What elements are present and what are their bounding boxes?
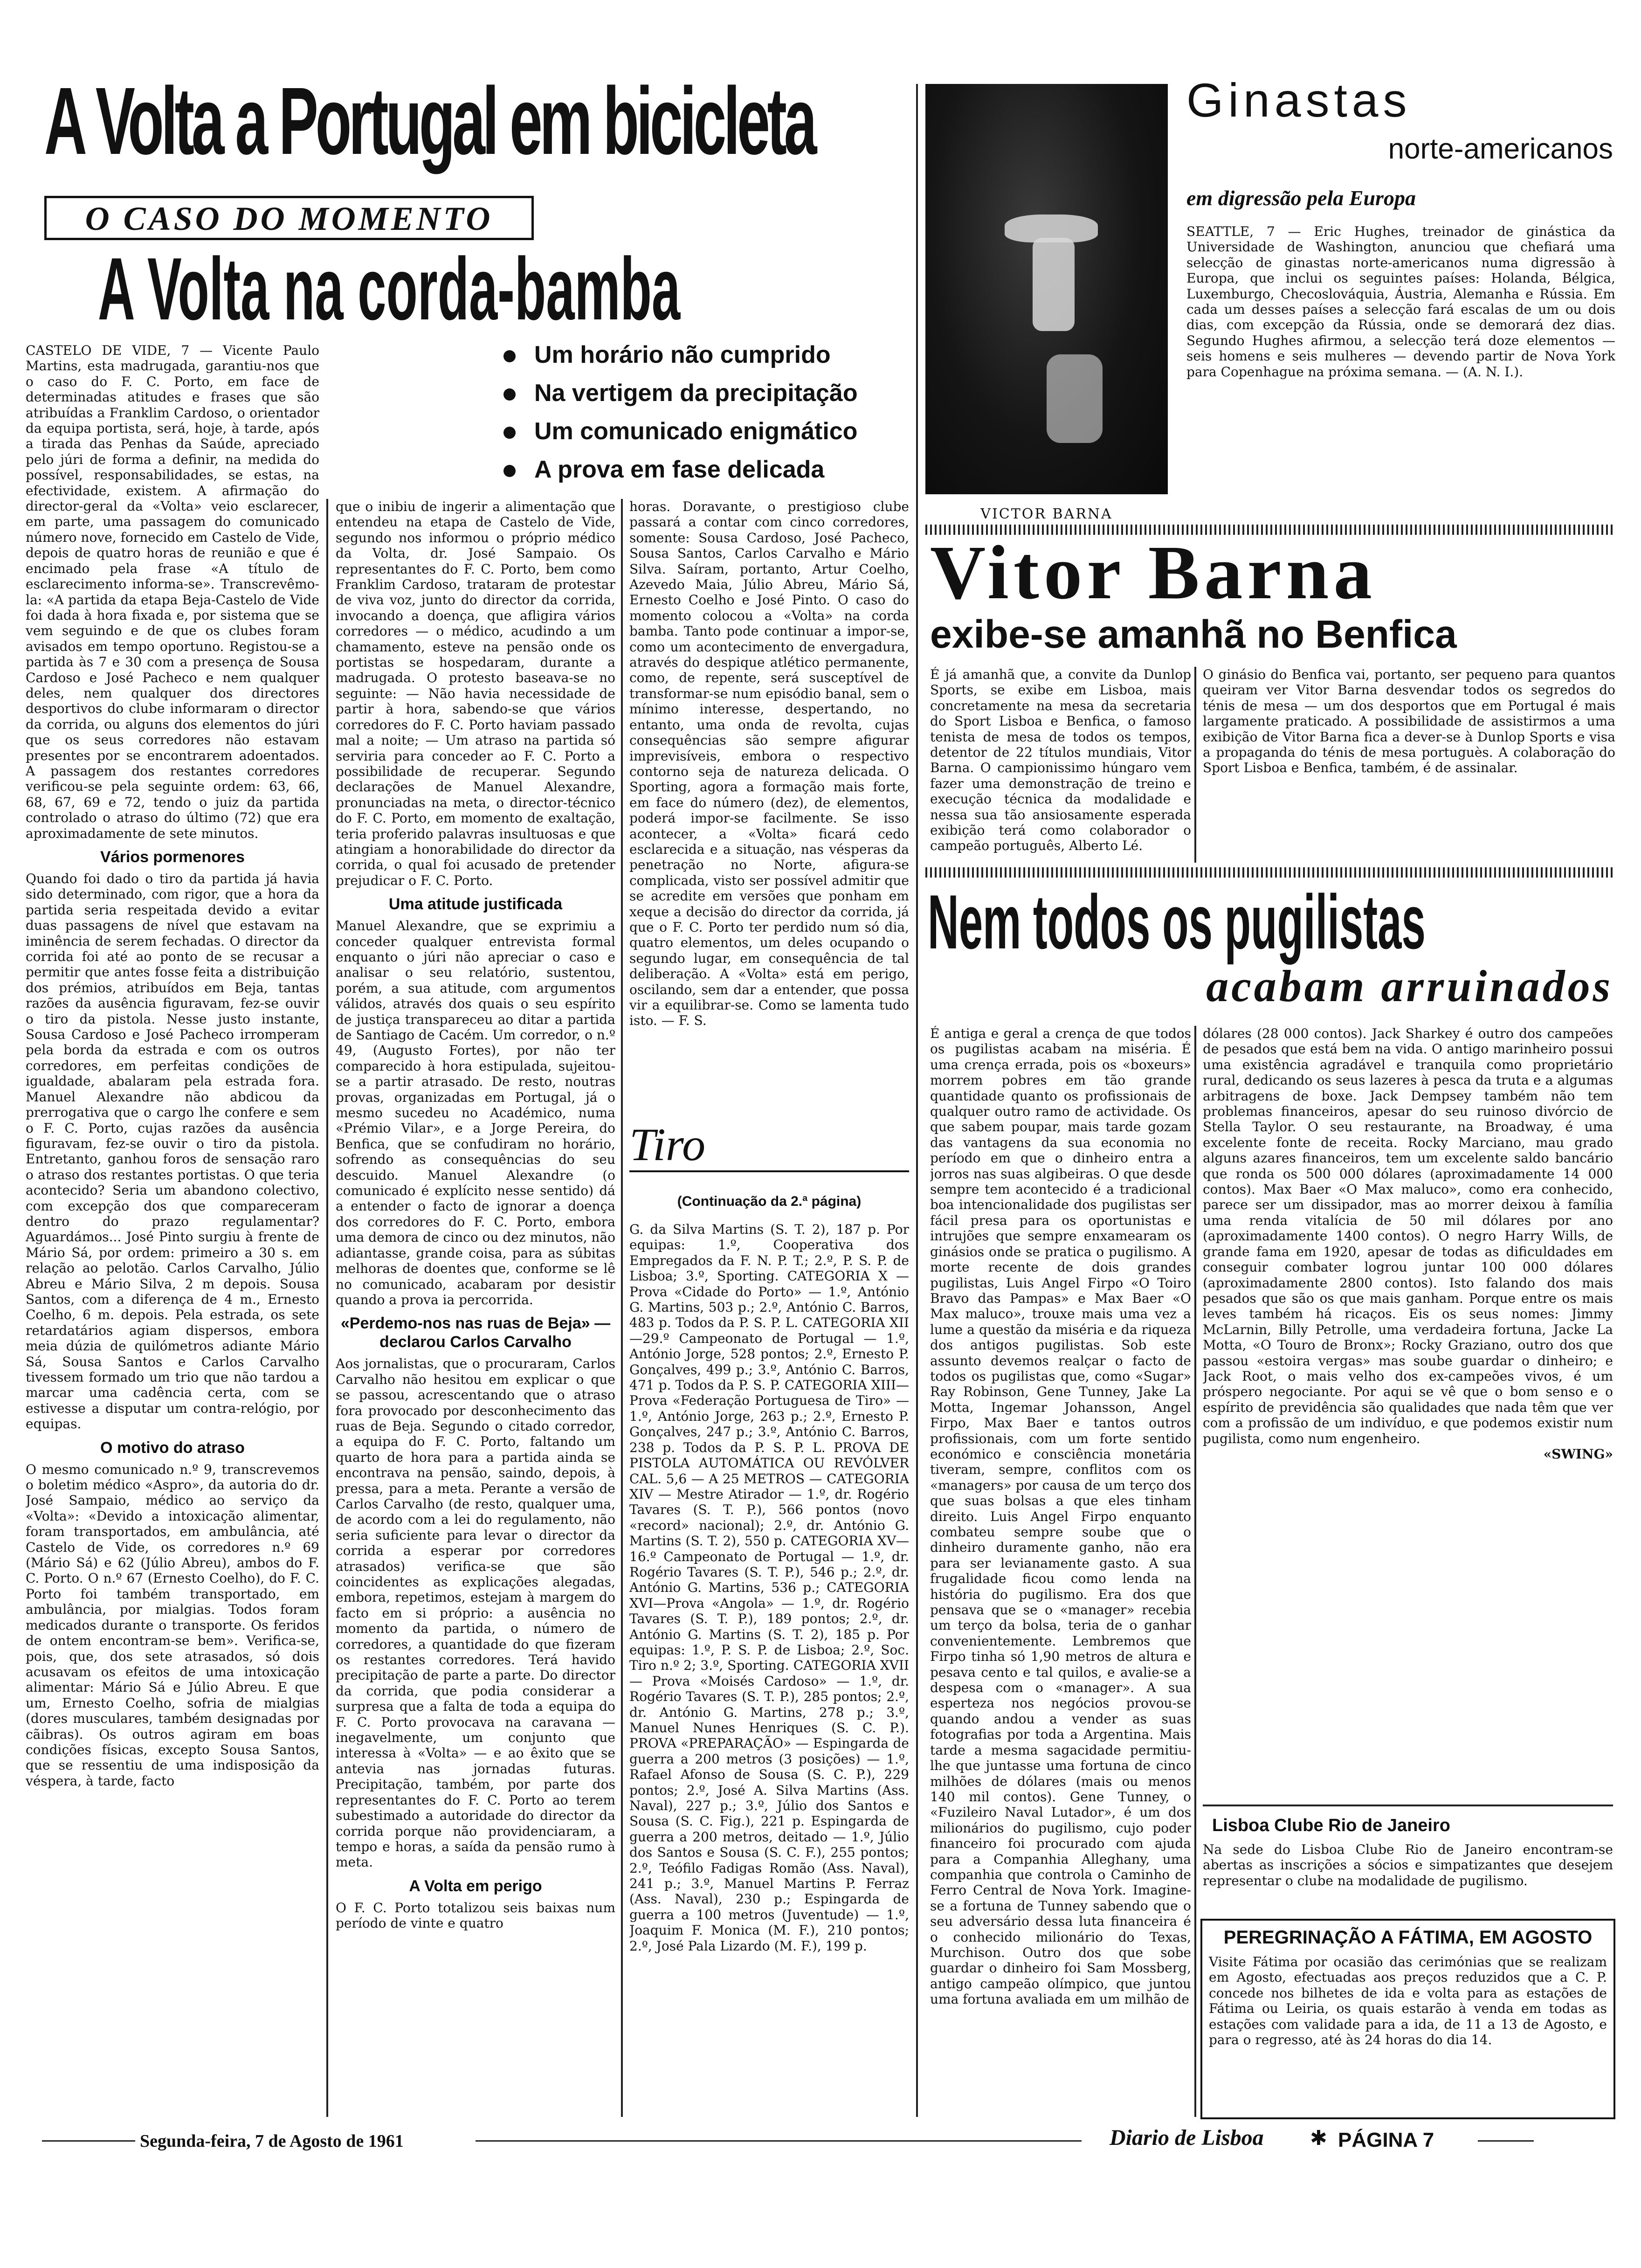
footer-star: ✱ — [1310, 2126, 1327, 2150]
barna-title: Vitor Barna — [930, 530, 1377, 615]
bullet-2 — [503, 374, 923, 412]
bullet-4 — [503, 450, 923, 489]
ginastas-body: SEATTLE, 7 — Eric Hughes, treinador de ginástica da Universidade de Washington, anunciou que chefiará uma selecção de ginastas norte-americanos numa digressão à Europa, que inclui os seguintes países: Holanda, Bélgica, Luxemburgo, Checoslováquia, Áustria, Alemanha e Rússia. Em cada um desses países a selecção fará escalas de um ou dois dias, com excepção da Rússia, onde se demorará dez dias. Segundo Hughes afirmou, a selecção terá doze elementos — seis homens e seis mulheres — devendo partir de Nova York para Copenhague na próxima semana. — (A. N. I.). — [1186, 224, 1615, 380]
main-headline: A Volta a Portugal em bicicleta — [44, 68, 814, 174]
lisboa-rio-body: Na sede do Lisboa Clube Rio de Janeiro encontram-se abertas as inscrições a sócios e simpatizantes que desejem representar o clube na modalidade de pugilismo. — [1203, 1842, 1613, 1888]
pugilistas-title: Nem todos os pugilistas — [928, 879, 1426, 965]
kicker-box — [44, 196, 534, 240]
fatima-title: PEREGRINAÇÃO A FÁTIMA, EM AGOSTO — [1223, 1927, 1593, 1948]
pugilistas-signoff: «SWING» — [1543, 1446, 1613, 1462]
ginastas-title: Ginastas — [1186, 74, 1412, 127]
victor-barna-photo — [925, 84, 1168, 494]
subhead-atitude: Uma atitude justificada — [388, 895, 563, 913]
main-column-1 — [26, 343, 319, 2101]
photo-figure — [1033, 238, 1075, 331]
pugilistas-body-1: É antiga e geral a crença de que todos os pugilistas acabam na miséria. É uma crença errada, pois os «boxeurs» morrem pobres em tão grande quantidade quanto os profissionais de qualquer outro ramo de actividade. Os que sabem poupar, mais tarde gozam das vantagens da sua economia no período em que o dinheiro entra a jorros nas suas algibeiras. O que desde sempre tem acontecido é a tradicional boa intencionalidade dos pugilistas ser fácil presa para os oportunistas e intrujões que sempre enxamearam os ginásios onde se pratica o pugilismo. A morte recente de dois grandes pugilistas, Luis Angel Firpo «O Toiro Bravo das Pampas» e Max Baer «O Max maluco», trouxe mais uma vez a lume a questão da miséria e da riqueza dos antigos pugilistas. Sob este assunto devemos realçar o facto de todos os pugilistas que, como «Sugar» Ray Robinson, Gene Tunney, Jake La Motta, Ingemar Johansson, Angel Firpo, Max Baer e tantos outros profissionais, com um forte sentido económico e consciência monetária tiveram, sempre, conflitos com os «managers» por causa de um terço dos que suas bolsas a que eles tinham direito. Luis Angel Firpo enquanto combateu sempre soube que o dinheiro duramente ganho, não era para ser levianamente gasto. A sua frugalidade ficou como lenda na história do pugilismo. Era dos que pensava que se o «manager» recebia um terço da bolsa, teria de o ganhar convenientemente. Lembremos que Firpo tinha só 1,90 metros de altura e pesava cento e tal quilos, e avalie-se a despesa com o «manager». A sua esperteza nos negócios provou-se quando andou a vender as suas fotografias por toda a Argentina. Mais tarde a mesma sagacidade permitiu-lhe que juntasse uma fortuna de cinco milhões de dólares (mais ou menos 140 mil contos). Gene Tunney, o «Fuzileiro Naval Lutador», é um dos milionários do pugilismo, cujo poder financeiro foi procurado com ajuda para a Companhia Alleghany, uma companhia que controla o Caminho de Ferro Central de Nova York. Imagine-se a fortuna de Tunney sabendo que o seu adversário dessa luta financeira é o conhecido milionário do Texas, Murchison. Outro dos que sobe guardar o dinheiro foi Sam Mossberg, antigo campeão olímpico, que juntou uma fortuna avaliada em um milhão de — [930, 1026, 1191, 2007]
photo-figure — [1047, 354, 1103, 443]
ginastas-deck: em digressão pela Europa — [1186, 186, 1416, 210]
pugilistas-col-2 — [1203, 1026, 1613, 1800]
kicker-text: O CASO DO MOMENTO — [85, 200, 493, 237]
bullet-list — [503, 336, 923, 489]
column-rule — [326, 499, 328, 2117]
footer-date: Segunda-feira, 7 de Agosto de 1961 — [140, 2131, 404, 2151]
tiro-body: G. da Silva Martins (S. T. 2), 187 p. Por equipas: 1.º, Cooperativa dos Empregados da F. N. P. T.; 2.º, P. S. P. de Lisboa; 3.º, Sporting. CATEGORIA X — Prova «Cidade do Porto» — 1.º, António G. Martins, 503 p.; 2.º, António C. Barros, 483 p. Todos da P. S. P. L. CATEGORIA XII—29.º Campeonato de Portugal — 1.º, António Jorge, 528 pontos; 2.º, Ernesto P. Gonçalves, 499 p.; 3.º, António C. Barros, 471 p. Todos da P. S. P. CATEGORIA XIII—Prova «Federação Portuguesa de Tiro» — 1.º, António Jorge, 263 p.; 2.º, Ernesto P. Gonçalves, 247 p.; 3.º, António C. Barros, 238 p. Todos da P. S. P. L. PROVA DE PISTOLA AUTOMÁTICA OU REVÓLVER CAL. 5,6 — A 25 METROS — CATEGORIA XIV — Mestre Atirador — 1.º, dr. Rogério Tavares (S. T. P.), 566 pontos (novo «record» nacional); 2.º, dr. António G. Martins (S. T. 2), 550 p. CATEGORIA XV—16.º Campeonato de Portugal — 1.º, dr. Rogério Tavares (S. T. P.), 546 p.; 2.º, dr. António G. Martins, 536 p.; CATEGORIA XVI—Prova «Angola» — 1.º, dr. Rogério Tavares (S. T. P.), 189 pontos; 2.º, dr. António G. Martins (S. T. 2), 185 p. Por equipas: 1.º, P. S. P. de Lisboa; 2.º, Soc. Tiro n.º 2; 3.º, Sporting. CATEGORIA XVII — Prova «Moisés Cardoso» — 1.º, dr. Rogério Tavares (S. T. P.), 285 pontos; 2.º, dr. António G. Martins, 278 p.; 3.º, Manuel Nunes Henriques (S. C. P.). PROVA «PREPARAÇÃO» — Espingarda de guerra a 200 metros (3 posições) — 1.º, Rafael Afonso de Sousa (S. C. P.), 229 pontos; 2.º, José A. Silva Martins (Ass. Naval), 227 p.; 3.º, Júlio dos Santos e Sousa (S. C. Fig.), 221 p. Espingarda de guerra a 200 metros, deitado — 1.º, Júlio dos Santos e Sousa (S. C. F.), 255 pontos; 2.º, Teófilo Fadigas Romão (Ass. Naval), 241 p.; 3.º, Manuel Martins P. Ferraz (Ass. Naval), 230 p.; Espingarda de guerra a 100 metros (Juventude) — 1.º, Joaquim F. Monica (M. F.), 210 pontos; 2.º, José Pala Lizardo (M. F.), 199 p. — [629, 1222, 909, 1954]
text-atitude: Manuel Alexandre, que se exprimiu a conceder qualquer entrevista formal enquanto o júri não apreciar o caso e analisar o seu relatório, sustentou, porém, a sua atitude, com argumentos válidos, através dos quais o seu espírito de justiça transpareceu ao ditar a partida de Santiago de Cacém. Um corredor, o n.º 49, (Augusto Fortes), por não ter comparecido à hora estipulada, sujeitou-se a partir atrasado. De resto, noutras provas, organizadas em Portugal, já o mesmo sucedeu no Académico, numa «Prémio Vilar», e a Jorge Pereira, do Benfica, que se confudiram no horário, sofrendo as consequências do seu descuido. Manuel Alexandre (o comunicado é explícito nesse sentido) dá a entender o facto de ignorar a doença dos corredores do F. C. Porto, embora uma demora de cinco ou dez minutos, não adiantasse, grande coisa, para as súbitas melhoras de doentes que, conforme se lê no comunicado, acabaram por desistir quando a prova ia percorrida. — [336, 918, 615, 1307]
main-column-2 — [336, 499, 615, 2101]
bullet-dot — [503, 465, 516, 477]
text-perigo: O F. C. Porto totalizou seis baixas num período de vinte e quatro — [336, 1900, 615, 1931]
subhead-varios: Vários pormenores — [100, 848, 245, 866]
subhead-beja: «Perdemo-nos nas ruas de Beja» — declarou Carlos Carvalho — [340, 1314, 611, 1351]
bullet-text: A prova em fase delicada — [534, 456, 825, 483]
main-column-3 — [629, 499, 909, 1096]
bullet-dot — [503, 350, 516, 362]
subhead-perigo: A Volta em perigo — [409, 1877, 542, 1895]
text-col2: que o inibiu de ingerir a alimentação que entendeu na etapa de Castelo de Vide, segundo nos informou o próprio médico da Volta, dr. José Sampaio. Os representantes do F. C. Porto, bem como Franklim Cardoso, trataram de protestar de viva voz, junto do director da corrida, invocando a doença, que afligira vários corredores — o médico, acudindo a um chamamento, esteve na pensão onde os portistas se hospedaram, durante a madrugada. O protesto baseava-se no seguinte: — Não havia necessidade de partir à hora, sabendo-se que vários corredores do F. C. Porto haviam passado mal a noite; — Um atraso na partida só serviria para conceder ao F. C. Porto a possibilidade de recuperar. Segundo declarações de Manuel Alexandre, pronunciadas na meta, o director-técnico do F. C. Porto, em momento de exaltação, teria proferido palavras insultuosas e que atingiam a honorabilidade do director da corrida, o qual foi acusado de pretender prejudicar o F. C. Porto. — [336, 499, 615, 888]
intro-text: CASTELO DE VIDE, 7 — Vicente Paulo Martins, esta madrugada, garantiu-nos que o caso do F. C. Porto, em face de determinadas atitudes e frases que são atribuídas a Franklim Cardoso, o orientador da equipa portista, será, hoje, à tarde, após a tirada das Penhas da Saúde, apreciado pelo júri de forma a definir, na medida do possível, responsabilidades, se estas, na efectividade, existem. A afirmação do director-geral da «Volta» veio esclarecer, em parte, uma passagem do comunicado número nove, fornecido em Castelo de Vide, depois de quatro horas de reunião e que é encimado pela frase «A título de esclarecimento informa-se». Transcrevêmo-la: «A partida da etapa Beja-Castelo de Vide foi dada à hora fixada e, por sistema que se vem seguindo e de que os clubes foram avisados em tempo oportuno. Registou-se a partida às 7 e 30 com a presença de Sousa Cardoso e José Pacheco e nem qualquer deles, nem qualquer dos directores desportivos do clube informaram o director da corrida, ou alguns dos elementos do júri que os seus corredores não estavam presentes por se encontrarem adoentados. A passagem dos restantes corredores verificou-se pela seguinte ordem: 63, 66, 68, 67, 69 e 72, tendo o juiz da partida controlado o atraso do último (72) que era aproximadamente de sete minutos. — [26, 343, 319, 841]
barna-col-1 — [930, 667, 1191, 863]
section-divider — [1203, 1805, 1613, 1806]
ginastas-text — [1186, 224, 1615, 522]
pugilistas-col-1 — [930, 1026, 1191, 2101]
lisboa-rio-text — [1203, 1842, 1613, 1912]
bullet-dot — [503, 388, 516, 401]
ginastas-subtitle: norte-americanos — [1388, 133, 1613, 165]
text-motivo: O mesmo comunicado n.º 9, transcrevemos o boletim médico «Aspro», da autoria do dr. José Sampaio, médico ao serviço da «Volta»: «Devido a intoxicação alimentar, foram transportados, em ambulância, até Castelo de Vide, os corredores n.º 69 (Mário Sá) e 62 (Júlio Abreu), ambos do F. C. Porto. O n.º 67 (Ernesto Coelho), do F. C. Porto foi também transportado, em ambulância, por mialgias. Todos foram medicados durante o transporte. Os feridos de ontem encontram-se bem». Verifica-se, pois, que, dos sete atrasados, só dois acusavam os efeitos de uma intoxicação alimentar: Mário Sá e Júlio Abreu. E que um, Ernesto Coelho, sofria de mialgias (dores musculares, também designadas por cãibras). Os outros agiram em boas condições físicas, excepto Sousa Santos, que se ressentiu de uma indisposição da véspera, à tarde, facto — [26, 1461, 319, 1789]
tiro-text — [629, 1222, 909, 2101]
text-varios: Quando foi dado o tiro da partida já havia sido determinado, com rigor, que a hora da partida seria respeitada devido a evitar duas passagens de nível que estavam na iminência de serem fechadas. O director da corrida foi até ao ponto de se recusar a permitir que antes fosse feita a distribuição dos prémios, atribuídos em Beja, tantas razões da ausência figuravam, fez-se ouvir o tiro da pistola. Nesse justo instante, Sousa Cardoso e José Pacheco irromperam pela borda da estrada e com os outros corredores, em perfeitas condições de igualdade, abalaram pela estrada fora. Manuel Alexandre não abdicou da prerrogativa que o cargo lhe confere e sem o F. C. Porto, cujas razões da ausência figuravam, fez-se ouvir o tiro da pistola. Entretanto, ganhou foros de sensação raro o atraso dos restantes portistas. O que teria acontecido? Seria um abandono colectivo, com excepção dos que compareceram dentro do prazo regulamentar? Aguardámos... José Pinto surgiu à frente de Mário Sá, por ordem: primeiro a 30 s. em relação ao pelotão. Carlos Carvalho, Júlio Abreu e Mário Silva, 2 m depois. Sousa Santos, com a diferença de 4 m., Ernesto Coelho, 6 m. depois. Pela estrada, os sete retardatários agiam dispersos, embora meia dúzia de quilómetros adiante Mário Sá, Sousa Santos e Carlos Carvalho tivessem formado um trio que não tardou a marcar uma cadência certa, com se estivesse a disputar um contra-relógio, por equipas. — [26, 871, 319, 1432]
bullet-1 — [503, 336, 923, 374]
footer-rule — [42, 2140, 135, 2142]
bullet-text: Na vertigem da precipitação — [534, 380, 858, 407]
pugilistas-body-2: dólares (28 000 contos). Jack Sharkey é outro dos campeões de pesados que está bem na vida. O antigo marinheiro possui uma existência agradável e tranquila como proprietário rural, dedicando os seus lazeres à pesca da truta e a algumas arbitragens de boxe. Jack Dempsey também não tem problemas financeiros, apesar do seu ruinoso divórcio de Stella Taylor. O seu restaurante, na Broadway, é uma excelente fonte de receita. Rocky Marciano, mau grado alguns azares financeiros, tem um excelente saldo bancário que ronda os 500 000 dólares (aproximadamente 14 000 contos). Max Baer «O Max maluco», como era conhecido, parece ser um dissipador, mas ao morrer deixou à família uma renda vitalícia de 50 mil dólares por ano (aproximadamente 1400 contos). O negro Harry Wills, de grande fama em 1920, apesar de todas as dificuldades em conseguir combater logrou juntar 100 000 dólares (aproximadamente 2800 contos). Isto falando dos mais pesados que são os que mais ganham. Porque entre os mais leves também há ricaços. Eis os seus nomes: Jimmy McLarnin, Billy Petrolle, uma verdadeira fortuna, Jacke La Motta, «O Touro de Bronx»; Rocky Graziano, outro dos que passou «estoira vergas» mas soube guardar o dinheiro; e Jack Root, o mais velho dos ex-campeões vivos, é um próspero negociante. Por aqui se vê que o bom senso e o espírito de previdência são qualidades que nada têm que ver com a profissão de um indivíduo, e que podemos existir num pugilista, como num engenheiro. — [1203, 1026, 1613, 1446]
column-rule — [621, 499, 623, 2117]
barna-subtitle: exibe-se amanhã no Benfica — [930, 612, 1457, 656]
barna-col-2 — [1203, 667, 1615, 863]
tiro-title: Tiro — [629, 1119, 909, 1172]
bullet-text: Um horário não cumprido — [534, 341, 831, 368]
footer-paper: Diario de Lisboa — [1110, 2125, 1264, 2150]
text-col3: horas. Doravante, o prestigioso clube passará a contar com cinco corredores, somente: Sousa Cardoso, José Pacheco, Sousa Santos, Carlos Carvalho e Mário Silva. Saíram, portanto, Artur Coelho, Azevedo Maia, Júlio Abreu, Mário Sá, Ernesto Coelho e José Pinto. O caso do momento colocou a «Volta» na corda bamba. Tanto pode continuar a impor-se, como um acontecimento de envergadura, através do despique atlético permanente, como, de repente, será susceptível de transformar-se num episódio banal, sem o mínimo interesse, despertando, no entanto, uma onda de revolta, cujas consequências são sempre afigurar imprevisíveis, embora o respectivo contorno seja de natureza delicada. O Sporting, agora a formação mais forte, em face do número (dez), de elementos, poderá impor-se facilmente. Se isso acontecer, a «Volta» ficará cedo esclarecida e a situação, nas vésperas da penetração no Norte, afigura-se complicada, visto ser possível admitir que se acredite em versões que ponham em xeque a decisão do director da corrida, já que o F. C. Porto ter perdido num só dia, quatro elementos, um deles ocupando o segundo lugar, em consequência de tal deliberação. A «Volta» está em perigo, oscilando, sem dar a entender, que possa vir a equilibrar-se. Como se lamenta tudo isto. — F. S. — [629, 499, 909, 1029]
barna-body-1: É já amanhã que, a convite da Dunlop Sports, se exibe em Lisboa, mais concretamente na mesa da secretaria do Sport Lisboa e Benfica, o famoso tenista de mesa de todos os tempos, detentor de 22 títulos mundiais, Vitor Barna. O campionissimo húngaro vem fazer uma demonstração de treino e execução técnica da modalidade e nessa sua tão ansiosamente esperada exibição terá como colaborador o campeão português, Alberto Lé. — [930, 667, 1191, 854]
pugilistas-subtitle: acabam arruinados — [1206, 961, 1613, 1011]
bullet-dot — [503, 427, 516, 439]
section-divider — [925, 867, 1615, 878]
photo-caption: VICTOR BARNA — [980, 506, 1113, 522]
column-rule — [916, 84, 918, 2117]
fatima-box — [1200, 1919, 1615, 2119]
fatima-text: Visite Fátima por ocasião das cerimónias que se realizam em Agosto, efectuadas aos preços reduzidos que a C. P. concede nos bilhetes de ida e volta para as estações de Fátima ou Leiria, os quais estarão à venda em todas as estações com validade para a ida, de 11 a 13 de Agosto, e para o regresso, até às 24 horas do dia 14. — [1209, 1954, 1607, 2048]
bullet-3 — [503, 412, 923, 450]
column-rule — [1194, 1026, 1196, 2117]
footer-rule — [476, 2140, 1082, 2142]
footer-page: PÁGINA 7 — [1338, 2129, 1434, 2151]
lisboa-rio-title: Lisboa Clube Rio de Janeiro — [1212, 1816, 1450, 1835]
tiro-continuation: (Continuação da 2.ª página) — [677, 1194, 862, 1209]
main-title: A Volta na corda-bamba — [98, 240, 681, 339]
bullet-text: Um comunicado enigmático — [534, 418, 858, 445]
text-beja: Aos jornalistas, que o procuraram, Carlos Carvalho não hesitou em explicar o que se passou, acrescentando que o atraso fora provocado por desconhecimento das ruas de Beja. Segundo o citado corredor, a equipa do F. C. Porto, faltando um quarto de hora para a partida ainda se encontrava na pensão, saindo, depois, à pressa, para a meta. Perante a versão de Carlos Carvalho (de resto, qualquer uma, de acordo com a lei do regulamento, não seria suficiente para levar o director da corrida a esperar por corredores atrasados) verifica-se que são coincidentes as explicações alegadas, embora, repetimos, estejam à margem do facto em si próprio: a ausência no momento da partida, o número de corredores, a quantidade do que fizeram os restantes corredores. Terá havido precipitação de parte a parte. Do director da corrida, que podia considerar a surpresa que a falta de toda a equipa do F. C. Porto provocava na caravana — inegavelmente, um conjunto que interessa à «Volta» — e ao êxito que se antevia nas jornadas futuras. Precipitação, também, por parte dos representantes do F. C. Porto ao terem subestimado a autoridade do director da corrida porque não providenciaram, a tempo e horas, a saída da pensão rumo à meta. — [336, 1356, 615, 1870]
column-rule — [1194, 667, 1196, 863]
subhead-motivo: O motivo do atraso — [100, 1438, 245, 1457]
barna-body-2: O ginásio do Benfica vai, portanto, ser pequeno para quantos queiram ver Vitor Barna desvendar todos os segredos do ténis de mesa — um dos desportos que em Portugal é mais largamente praticado. A possibilidade de assistirmos a uma exibição de Vitor Barna fica a dever-se à Dunlop Sports e visa a propaganda do ténis de mesa portuguès. A colaboração do Sport Lisboa e Benfica, também, é de assinalar. — [1203, 667, 1615, 776]
footer-rule — [1478, 2140, 1534, 2142]
